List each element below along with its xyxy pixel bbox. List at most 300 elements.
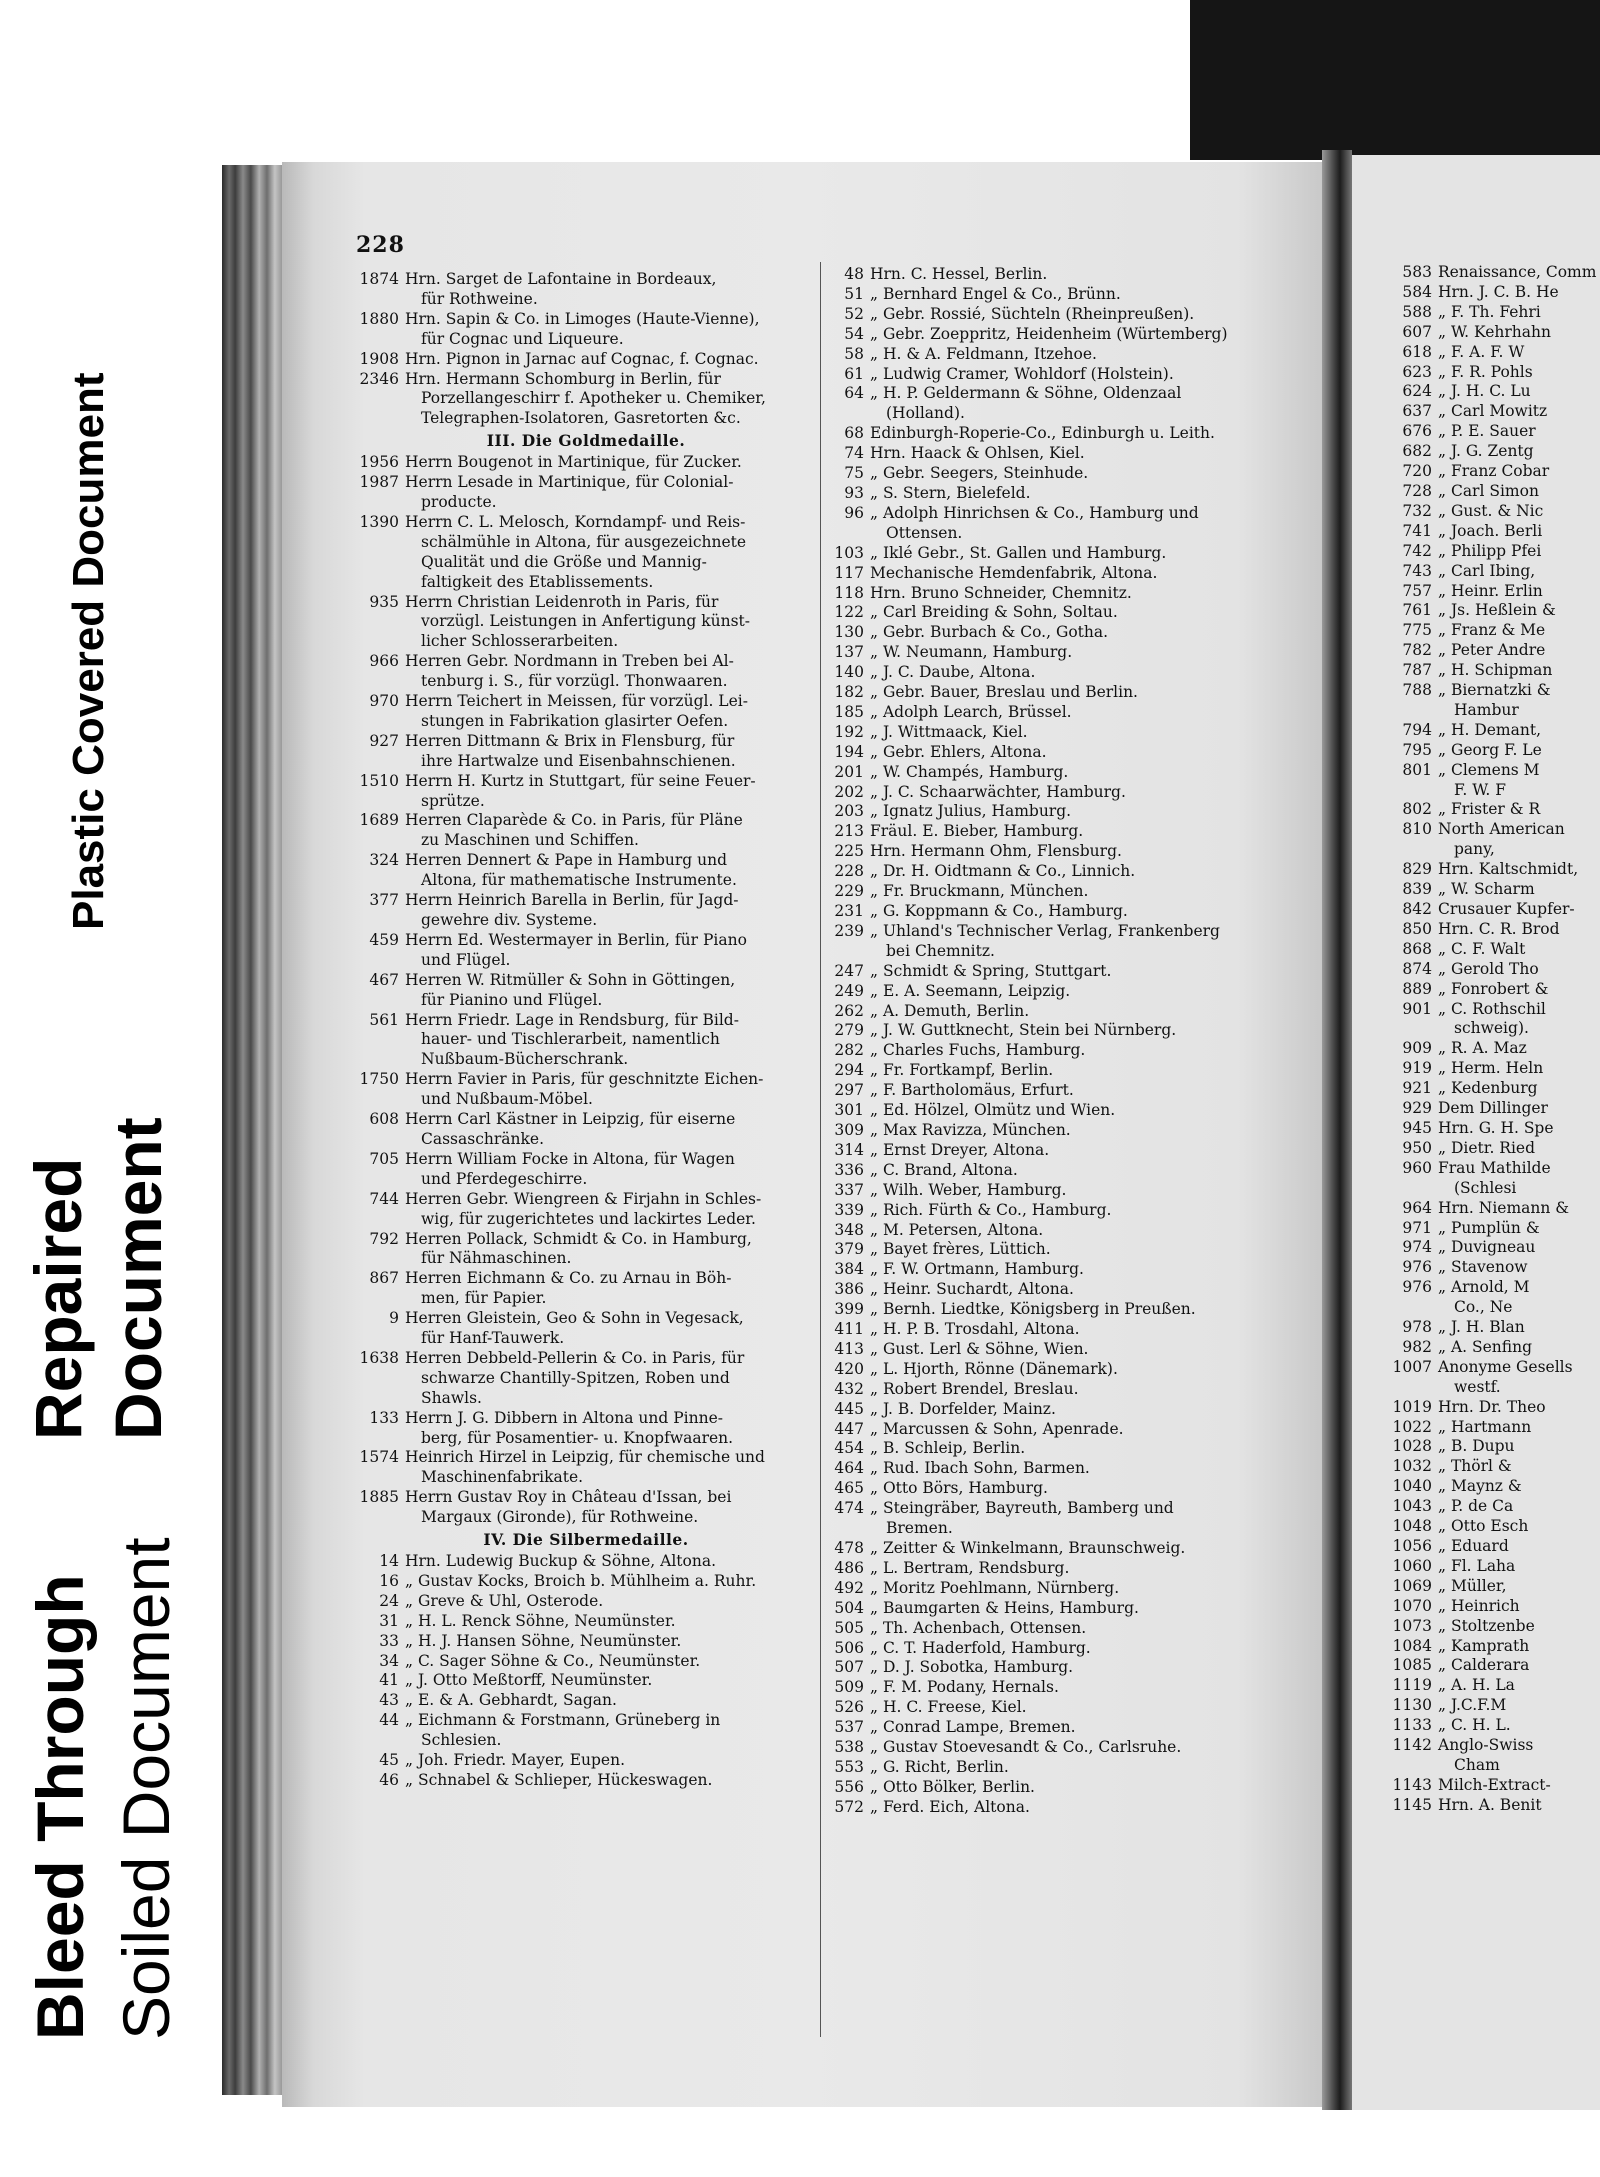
entry-line: „ Adolph Hinrichsen & Co., Hamburg und bbox=[870, 503, 1199, 522]
entry-text bbox=[1438, 402, 1600, 422]
entry-line: „ Greve & Uhl, Osterode. bbox=[405, 1591, 604, 1610]
entry-number: 945 bbox=[1402, 1118, 1432, 1137]
entry-number: 24 bbox=[379, 1591, 399, 1610]
entry-number: 225 bbox=[834, 842, 864, 861]
entry-line: tenburg i. S., für vorzügl. Thonwaaren. bbox=[421, 672, 728, 691]
entry-line: „ L. Hjorth, Rönne (Dänemark). bbox=[870, 1359, 1118, 1378]
entry-text bbox=[870, 1658, 1318, 1678]
entry-text bbox=[870, 1599, 1318, 1619]
entry-text bbox=[870, 1798, 1318, 1818]
entry-number: 249 bbox=[834, 981, 864, 1000]
entry-line: für Cognac und Liqueure. bbox=[421, 329, 624, 348]
entry-text bbox=[870, 564, 1318, 584]
list-item bbox=[1388, 1139, 1600, 1159]
entry-number: 976 bbox=[1402, 1278, 1432, 1297]
entry-line: „ Müller, bbox=[1438, 1576, 1507, 1595]
entry-text bbox=[1438, 800, 1600, 820]
list-item bbox=[1388, 1656, 1600, 1676]
entry-text bbox=[1438, 442, 1600, 462]
entry-number: 386 bbox=[834, 1280, 864, 1299]
entry-number: 202 bbox=[834, 782, 864, 801]
entry-line: Qualität und die Größe und Mannig- bbox=[421, 552, 707, 571]
entry-line: „ P. E. Sauer bbox=[1438, 422, 1536, 441]
entry-text bbox=[870, 1320, 1318, 1340]
entry-line: „ Herm. Heln bbox=[1438, 1059, 1544, 1078]
entry-number: 447 bbox=[834, 1419, 864, 1438]
list-item bbox=[1388, 1437, 1600, 1457]
entry-text bbox=[405, 971, 817, 1011]
entry-text bbox=[1438, 1398, 1600, 1418]
entry-line: hauer- und Tischlerarbeit, namentlich bbox=[421, 1030, 720, 1049]
entry-number: 676 bbox=[1402, 422, 1432, 441]
list-item bbox=[355, 350, 817, 370]
entry-text bbox=[1438, 1199, 1600, 1219]
entry-line: „ C. Rothschil bbox=[1438, 999, 1546, 1018]
entry-number: 413 bbox=[834, 1339, 864, 1358]
entry-line: „ Baumgarten & Heins, Hamburg. bbox=[870, 1598, 1139, 1617]
entry-text bbox=[870, 1340, 1318, 1360]
list-item bbox=[355, 370, 817, 430]
entry-line: Nußbaum-Bücherschrank. bbox=[421, 1050, 629, 1069]
list-item bbox=[355, 891, 817, 931]
entry-text bbox=[1438, 1597, 1600, 1617]
list-item bbox=[1388, 1199, 1600, 1219]
entry-text bbox=[870, 544, 1318, 564]
list-item bbox=[828, 444, 1318, 464]
annotation-bleed-through: Bleed Through bbox=[23, 1574, 97, 2040]
entry-line: Hrn. C. Hessel, Berlin. bbox=[870, 265, 1048, 283]
entry-number: 538 bbox=[834, 1738, 864, 1757]
entry-number: 52 bbox=[844, 304, 864, 323]
entry-line: Margaux (Gironde), für Rothweine. bbox=[421, 1508, 699, 1527]
entry-line: „ S. Stern, Bielefeld. bbox=[870, 483, 1031, 502]
entry-number: 761 bbox=[1402, 601, 1432, 620]
entry-line: Herrn Gustav Roy in Château d'Issan, bei bbox=[405, 1488, 732, 1507]
entry-number: 874 bbox=[1402, 959, 1432, 978]
entry-text bbox=[870, 1021, 1318, 1041]
list-item bbox=[1388, 761, 1600, 801]
entry-line: Hrn. G. H. Spe bbox=[1438, 1118, 1554, 1137]
entry-line: producte. bbox=[421, 492, 497, 511]
entry-line: „ Gerold Tho bbox=[1438, 959, 1539, 978]
entry-line: „ J. H. C. Lu bbox=[1438, 382, 1531, 401]
entry-line: für Pianino und Flügel. bbox=[421, 990, 603, 1009]
entry-number: 526 bbox=[834, 1698, 864, 1717]
entry-number: 465 bbox=[834, 1479, 864, 1498]
list-item bbox=[828, 544, 1318, 564]
entry-line: „ Carl Mowitz bbox=[1438, 402, 1548, 421]
entry-line: „ L. Bertram, Rendsburg. bbox=[870, 1558, 1070, 1577]
entry-line: Hrn. Dr. Theo bbox=[1438, 1397, 1546, 1416]
list-item bbox=[355, 453, 817, 473]
list-item bbox=[828, 1599, 1318, 1619]
entry-line: gewehre div. Systeme. bbox=[421, 911, 598, 929]
list-item bbox=[1388, 1637, 1600, 1657]
list-item bbox=[828, 1360, 1318, 1380]
list-item bbox=[355, 513, 817, 593]
entry-text bbox=[1438, 363, 1600, 383]
entry-number: 301 bbox=[834, 1101, 864, 1120]
entry-line: „ Carl Breiding & Sohn, Soltau. bbox=[870, 603, 1118, 622]
entry-line: „ Kamprath bbox=[1438, 1636, 1530, 1655]
list-item bbox=[355, 811, 817, 851]
entry-number: 420 bbox=[834, 1359, 864, 1378]
entry-number: 45 bbox=[379, 1751, 399, 1770]
entry-line: (Holland). bbox=[886, 404, 965, 423]
list-item bbox=[355, 1652, 817, 1672]
entry-text bbox=[1438, 1477, 1600, 1497]
entry-text bbox=[870, 1400, 1318, 1420]
entry-number: 1133 bbox=[1392, 1716, 1432, 1735]
list-item bbox=[1388, 1000, 1600, 1040]
entry-line: „ F. W. Ortmann, Hamburg. bbox=[870, 1260, 1084, 1279]
list-item bbox=[355, 1711, 817, 1751]
list-item bbox=[828, 1041, 1318, 1061]
list-item bbox=[828, 1121, 1318, 1141]
list-item bbox=[828, 265, 1318, 285]
list-item bbox=[828, 1619, 1318, 1639]
entry-line: (Schlesi bbox=[1454, 1178, 1517, 1197]
entry-number: 1073 bbox=[1392, 1616, 1432, 1635]
list-item bbox=[1388, 1318, 1600, 1338]
entry-number: 231 bbox=[834, 902, 864, 920]
entry-text bbox=[405, 1592, 817, 1612]
entry-line: Hrn. Sarget de Lafontaine in Bordeaux, bbox=[405, 270, 717, 288]
list-item bbox=[1388, 820, 1600, 860]
entry-line: „ Gustav Stoevesandt & Co., Carlsruhe. bbox=[870, 1738, 1182, 1757]
list-item bbox=[828, 1181, 1318, 1201]
entry-line: Herren Debbeld-Pellerin & Co. in Paris, für bbox=[405, 1348, 745, 1367]
list-item bbox=[828, 763, 1318, 783]
entry-text bbox=[870, 1061, 1318, 1081]
entry-line: Herrn Ed. Westermayer in Berlin, für Piano bbox=[405, 930, 747, 949]
entry-number: 314 bbox=[834, 1140, 864, 1159]
entry-text bbox=[1438, 323, 1600, 343]
entry-line: „ Schnabel & Schlieper, Hückeswagen. bbox=[405, 1770, 713, 1789]
entry-number: 432 bbox=[834, 1379, 864, 1398]
list-item bbox=[1388, 800, 1600, 820]
entry-line: Mechanische Hemdenfabrik, Altona. bbox=[870, 563, 1158, 582]
entry-line: „ Adolph Learch, Brüssel. bbox=[870, 702, 1072, 721]
entry-line: „ Heinr. Suchardt, Altona. bbox=[870, 1280, 1074, 1299]
entry-text bbox=[1438, 1577, 1600, 1597]
entry-line: Ottensen. bbox=[886, 523, 963, 542]
entry-line: ihre Hartwalze und Eisenbahnschienen. bbox=[421, 751, 736, 770]
list-item bbox=[828, 1300, 1318, 1320]
list-item bbox=[1388, 1796, 1600, 1816]
list-item bbox=[1388, 1099, 1600, 1119]
entry-text bbox=[1438, 960, 1600, 980]
list-item bbox=[828, 1002, 1318, 1022]
list-item bbox=[1388, 960, 1600, 980]
entry-number: 228 bbox=[834, 862, 864, 881]
entry-line: „ Philipp Pfei bbox=[1438, 541, 1542, 560]
entry-text bbox=[870, 444, 1318, 464]
entry-number: 1084 bbox=[1392, 1636, 1432, 1655]
entry-number: 1908 bbox=[359, 349, 399, 368]
entry-line: „ Zeitter & Winkelmann, Braunschweig. bbox=[870, 1539, 1186, 1557]
entry-line: „ Rich. Fürth & Co., Hamburg. bbox=[870, 1200, 1112, 1219]
list-item bbox=[1388, 482, 1600, 502]
entry-number: 1043 bbox=[1392, 1497, 1432, 1516]
entry-number: 130 bbox=[834, 623, 864, 642]
list-item bbox=[828, 1141, 1318, 1161]
list-item bbox=[1388, 462, 1600, 482]
entry-text bbox=[405, 1771, 817, 1791]
list-item bbox=[355, 270, 817, 310]
list-item bbox=[828, 464, 1318, 484]
entry-line: Herren Dittmann & Brix in Flensburg, für bbox=[405, 731, 735, 750]
entry-text bbox=[1438, 1338, 1600, 1358]
entry-number: 1040 bbox=[1392, 1477, 1432, 1496]
entry-line: schweig). bbox=[1454, 1019, 1529, 1038]
entry-text bbox=[1438, 1716, 1600, 1736]
entry-text bbox=[1438, 1418, 1600, 1438]
entry-number: 1638 bbox=[359, 1348, 399, 1367]
entry-text bbox=[405, 513, 817, 593]
entry-text bbox=[870, 365, 1318, 385]
entry-text bbox=[1438, 621, 1600, 641]
entry-number: 492 bbox=[834, 1578, 864, 1597]
entry-line: berg, für Posamentier- u. Knopfwaaren. bbox=[421, 1428, 734, 1447]
entry-text bbox=[405, 1190, 817, 1230]
entry-number: 339 bbox=[834, 1200, 864, 1219]
list-item bbox=[828, 424, 1318, 444]
list-item bbox=[1388, 1577, 1600, 1597]
list-item bbox=[828, 1798, 1318, 1818]
entry-line: sprütze. bbox=[421, 791, 485, 810]
entry-text bbox=[870, 1300, 1318, 1320]
list-item bbox=[828, 1459, 1318, 1479]
entry-text bbox=[1438, 820, 1600, 860]
entry-number: 1069 bbox=[1392, 1576, 1432, 1595]
entry-number: 741 bbox=[1402, 521, 1432, 540]
entry-line: „ Kedenburg bbox=[1438, 1079, 1538, 1098]
entry-text bbox=[870, 1778, 1318, 1798]
entry-text bbox=[1438, 601, 1600, 621]
list-item bbox=[1388, 582, 1600, 602]
entry-line: „ Dietr. Ried bbox=[1438, 1138, 1536, 1157]
entry-number: 377 bbox=[369, 891, 399, 910]
entry-line: „ Fr. Bruckmann, München. bbox=[870, 882, 1089, 901]
entry-number: 507 bbox=[834, 1658, 864, 1677]
entry-line: „ Wilh. Weber, Hamburg. bbox=[870, 1180, 1067, 1199]
entry-number: 294 bbox=[834, 1061, 864, 1080]
list-item bbox=[1388, 502, 1600, 522]
entry-text bbox=[1438, 422, 1600, 442]
entry-number: 384 bbox=[834, 1260, 864, 1279]
list-item bbox=[1388, 621, 1600, 641]
entry-text bbox=[1438, 562, 1600, 582]
entry-number: 974 bbox=[1402, 1238, 1432, 1257]
list-item bbox=[1388, 900, 1600, 920]
list-item bbox=[355, 1612, 817, 1632]
entry-line: Bremen. bbox=[886, 1519, 953, 1538]
entry-line: „ Conrad Lampe, Bremen. bbox=[870, 1718, 1076, 1737]
entry-number: 927 bbox=[369, 731, 399, 750]
entry-text bbox=[870, 862, 1318, 882]
list-item bbox=[355, 1349, 817, 1409]
entry-text bbox=[405, 1110, 817, 1150]
entry-text bbox=[870, 703, 1318, 723]
entry-text bbox=[870, 1479, 1318, 1499]
list-item bbox=[828, 1161, 1318, 1181]
entry-number: 117 bbox=[834, 563, 864, 582]
list-item bbox=[1388, 522, 1600, 542]
entry-number: 282 bbox=[834, 1041, 864, 1060]
entry-number: 229 bbox=[834, 882, 864, 901]
entry-text bbox=[870, 1041, 1318, 1061]
book-gutter bbox=[1322, 150, 1352, 2110]
list-item bbox=[1388, 263, 1600, 283]
entry-text bbox=[405, 1011, 817, 1071]
list-item bbox=[828, 1201, 1318, 1221]
entry-text bbox=[405, 851, 817, 891]
entry-text bbox=[1438, 1736, 1600, 1776]
entry-number: 504 bbox=[834, 1598, 864, 1617]
list-item bbox=[828, 1678, 1318, 1698]
entry-text bbox=[870, 1499, 1318, 1539]
entry-line: Shawls. bbox=[421, 1388, 482, 1407]
entry-text bbox=[870, 962, 1318, 982]
list-item bbox=[1388, 323, 1600, 343]
entry-line: Co., Ne bbox=[1454, 1298, 1513, 1317]
entry-line: „ Heinrich bbox=[1438, 1596, 1520, 1615]
entry-line: Herren Gebr. Nordmann in Treben bei Al- bbox=[405, 652, 734, 671]
list-item bbox=[828, 663, 1318, 683]
entry-line: „ F. R. Pohls bbox=[1438, 362, 1533, 381]
entry-text bbox=[1438, 1557, 1600, 1577]
entry-line: Herren Dennert & Pape in Hamburg und bbox=[405, 851, 727, 870]
entry-text bbox=[1438, 303, 1600, 323]
entry-line: „ H. P. B. Trosdahl, Altona. bbox=[870, 1320, 1080, 1339]
list-item bbox=[1388, 661, 1600, 681]
list-item bbox=[355, 1448, 817, 1488]
scan-dark-edge bbox=[1190, 0, 1600, 160]
entry-text bbox=[1438, 761, 1600, 801]
list-item bbox=[828, 962, 1318, 982]
entry-line: wig, für zugerichtetes und lackirtes Leder. bbox=[421, 1209, 756, 1228]
list-item bbox=[828, 1021, 1318, 1041]
entry-number: 608 bbox=[369, 1110, 399, 1129]
entry-line: „ Bayet frères, Lüttich. bbox=[870, 1240, 1051, 1259]
entry-number: 58 bbox=[844, 344, 864, 363]
entry-text bbox=[870, 743, 1318, 763]
list-item bbox=[1388, 1238, 1600, 1258]
entry-number: 2346 bbox=[359, 369, 399, 388]
entry-number: 43 bbox=[379, 1691, 399, 1710]
entry-line: „ R. A. Maz bbox=[1438, 1039, 1527, 1058]
annotation-plastic-covered: Plastic Covered Document bbox=[64, 372, 113, 930]
entry-text bbox=[405, 1552, 817, 1572]
entry-number: 14 bbox=[379, 1552, 399, 1570]
entry-text bbox=[870, 285, 1318, 305]
entry-number: 966 bbox=[369, 652, 399, 671]
list-item bbox=[828, 1639, 1318, 1659]
entry-text bbox=[405, 1448, 817, 1488]
entry-line: „ Ignatz Julius, Hamburg. bbox=[870, 802, 1072, 821]
entry-text bbox=[1438, 1358, 1600, 1398]
entry-number: 971 bbox=[1402, 1218, 1432, 1237]
entry-text bbox=[405, 1751, 817, 1771]
entry-number: 909 bbox=[1402, 1039, 1432, 1058]
entry-text bbox=[405, 1070, 817, 1110]
entry-line: Hrn. J. C. B. He bbox=[1438, 282, 1559, 301]
entry-text bbox=[870, 1380, 1318, 1400]
list-item bbox=[828, 1559, 1318, 1579]
entry-text bbox=[405, 1230, 817, 1270]
entry-number: 411 bbox=[834, 1320, 864, 1339]
entry-text bbox=[870, 1360, 1318, 1380]
list-item bbox=[828, 305, 1318, 325]
entry-text bbox=[870, 1101, 1318, 1121]
entry-number: 103 bbox=[834, 543, 864, 562]
entry-text bbox=[405, 1691, 817, 1711]
entry-text bbox=[405, 931, 817, 971]
list-item bbox=[828, 623, 1318, 643]
list-item bbox=[1388, 1039, 1600, 1059]
list-item bbox=[355, 851, 817, 891]
list-item bbox=[355, 1751, 817, 1771]
entry-number: 788 bbox=[1402, 681, 1432, 700]
entry-number: 775 bbox=[1402, 621, 1432, 640]
entry-line: Milch-Extract- bbox=[1438, 1775, 1551, 1794]
entry-line: F. W. F bbox=[1454, 780, 1507, 799]
entry-number: 459 bbox=[369, 930, 399, 949]
entry-number: 553 bbox=[834, 1757, 864, 1776]
entry-line: zu Maschinen und Schiffen. bbox=[421, 831, 639, 850]
entry-number: 792 bbox=[369, 1229, 399, 1248]
entry-text bbox=[870, 345, 1318, 365]
entry-line: „ J. Otto Meßtorff, Neumünster. bbox=[405, 1671, 653, 1690]
entry-number: 583 bbox=[1402, 263, 1432, 281]
entry-line: „ Calderara bbox=[1438, 1656, 1530, 1675]
entry-line: Herren Pollack, Schmidt & Co. in Hamburg, bbox=[405, 1229, 752, 1248]
page-number: 228 bbox=[356, 232, 405, 258]
entry-number: 133 bbox=[369, 1408, 399, 1427]
list-item bbox=[828, 603, 1318, 623]
list-item bbox=[355, 1572, 817, 1592]
entry-text bbox=[1438, 1258, 1600, 1278]
entry-number: 982 bbox=[1402, 1337, 1432, 1356]
entry-line: „ E. & A. Gebhardt, Sagan. bbox=[405, 1691, 617, 1710]
entry-number: 744 bbox=[369, 1189, 399, 1208]
entry-number: 1885 bbox=[359, 1488, 399, 1507]
entry-text bbox=[1438, 900, 1600, 920]
list-item bbox=[1388, 1457, 1600, 1477]
entry-number: 505 bbox=[834, 1618, 864, 1637]
entry-line: „ Pumplün & bbox=[1438, 1218, 1540, 1237]
entry-line: „ C. H. L. bbox=[1438, 1716, 1511, 1735]
entry-number: 935 bbox=[369, 592, 399, 611]
list-item bbox=[1388, 860, 1600, 880]
entry-line: „ Franz Cobar bbox=[1438, 462, 1550, 481]
section-heading: IV. Die Silbermedaille. bbox=[483, 1530, 689, 1550]
entry-line: „ Georg F. Le bbox=[1438, 740, 1542, 759]
entry-line: „ H. C. Freese, Kiel. bbox=[870, 1698, 1027, 1717]
entry-number: 829 bbox=[1402, 860, 1432, 879]
entry-line: Hrn. Hermann Schomburg in Berlin, für bbox=[405, 369, 721, 388]
entry-number: 122 bbox=[834, 603, 864, 622]
list-item bbox=[828, 564, 1318, 584]
entry-text bbox=[1438, 502, 1600, 522]
entry-line: Hrn. Pignon in Jarnac auf Cognac, f. Cognac. bbox=[405, 349, 759, 368]
entry-line: „ Moritz Poehlmann, Nürnberg. bbox=[870, 1578, 1120, 1597]
entry-number: 757 bbox=[1402, 581, 1432, 600]
entry-line: „ J. C. Schaarwächter, Hamburg. bbox=[870, 782, 1126, 801]
list-item bbox=[828, 1718, 1318, 1738]
entry-line: „ J. W. Guttknecht, Stein bei Nürnberg. bbox=[870, 1021, 1177, 1040]
